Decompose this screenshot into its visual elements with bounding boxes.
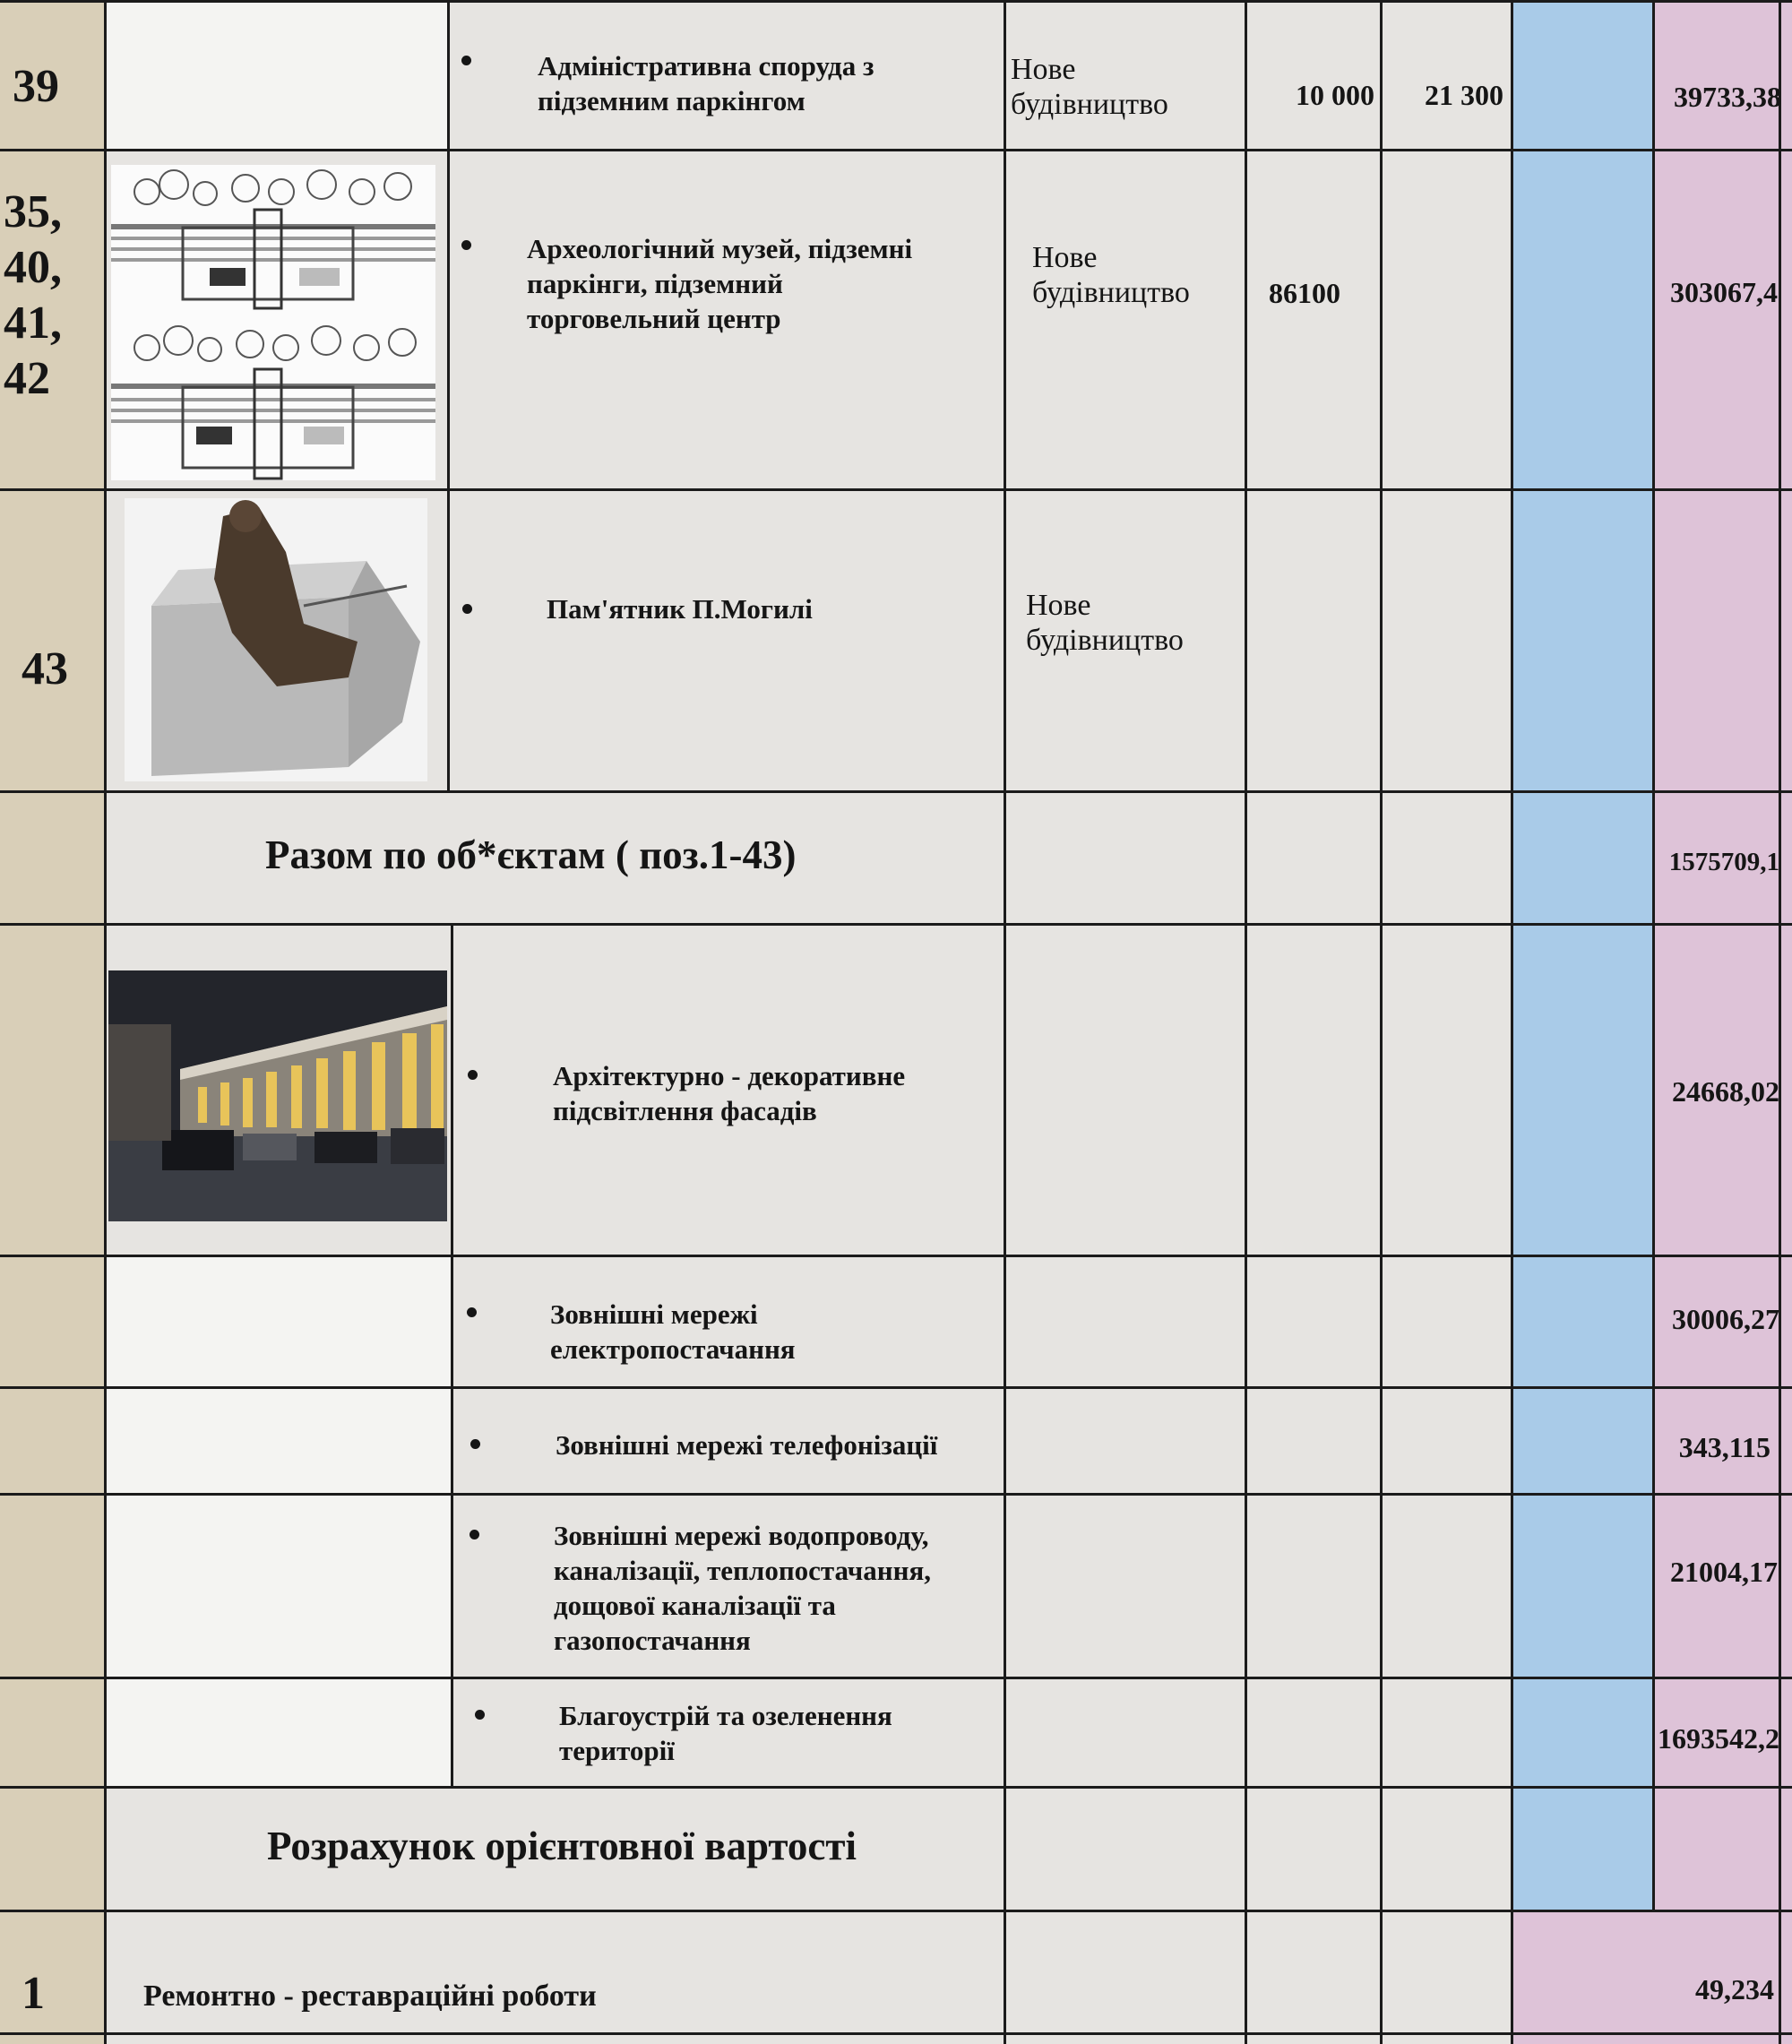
cost-value: 21004,17 xyxy=(1670,1556,1778,1588)
cost-value: 49,234 xyxy=(1695,1973,1774,2005)
blue-column-bg xyxy=(1511,0,1652,2044)
section-total-title: Разом по об*єктам ( поз.1-43) xyxy=(265,832,797,877)
row-divider xyxy=(0,149,1792,151)
row-divider xyxy=(0,790,1792,793)
value-col-1: 10 000 xyxy=(1296,79,1374,111)
row-divider xyxy=(0,923,1792,926)
object-name: Зовнішні мережі електропостачання xyxy=(550,1298,796,1365)
column-divider xyxy=(1511,0,1513,2044)
bullet-icon xyxy=(475,1710,485,1720)
section-drawing-image xyxy=(111,165,435,480)
object-name: Археологічний музей, підземні паркінги, підземний торговельний центр xyxy=(527,233,913,334)
row-number: 1 xyxy=(22,1968,45,2019)
object-name: Архітектурно - декоративне підсвітлення фасадів xyxy=(553,1060,906,1126)
cost-value: 1693542,2 xyxy=(1658,1722,1779,1755)
empty-image-cell xyxy=(107,1389,451,1493)
cost-value: 303067,4 xyxy=(1670,276,1778,308)
row-divider xyxy=(0,1786,1792,1789)
total-cost-value: 1575709,1 xyxy=(1668,848,1779,876)
value-col-2: 21 300 xyxy=(1425,79,1503,111)
row-number: 35, 40, 41, 42 xyxy=(4,186,62,404)
facade-lighting-photo xyxy=(108,970,447,1221)
object-name: Благоустрій та озеленення території xyxy=(559,1700,892,1766)
row-divider xyxy=(0,2032,1792,2035)
cost-value: 24668,02 xyxy=(1672,1075,1779,1108)
object-name: Пам'ятник П.Могилі xyxy=(547,593,813,625)
bullet-icon xyxy=(461,56,471,65)
construction-type: Нове будівництво xyxy=(1032,241,1190,309)
object-name: Ремонтно - реставраційні роботи xyxy=(143,1979,597,2013)
column-divider xyxy=(1004,0,1006,2044)
row-divider xyxy=(0,488,1792,491)
monument-photo xyxy=(125,498,427,781)
row-number: 43 xyxy=(22,643,68,694)
object-name: Зовнішні мережі водопроводу, каналізації, теплопостачання, дощової каналізації та газопостачання xyxy=(554,1520,932,1656)
cost-value: 39733,38 xyxy=(1674,81,1781,113)
bullet-icon xyxy=(470,1439,480,1449)
first-row-name-cell-bg xyxy=(105,0,448,151)
construction-type: Нове будівництво xyxy=(1026,589,1184,657)
object-name: Адміністративна споруда з підземним паркінгом xyxy=(538,50,874,116)
cost-value: 30006,27 xyxy=(1672,1303,1779,1335)
object-name: Зовнішні мережі телефонізації xyxy=(556,1429,938,1461)
cost-value: 343,115 xyxy=(1678,1431,1770,1463)
bullet-icon xyxy=(467,1307,477,1317)
bullet-icon xyxy=(470,1530,479,1539)
bullet-icon xyxy=(461,240,471,250)
column-divider xyxy=(1245,0,1247,2044)
empty-image-cell xyxy=(107,1496,451,1677)
bullet-icon xyxy=(462,604,472,614)
section-estimate-title: Розрахунок орієнтовної вартості xyxy=(267,1824,857,1868)
empty-image-cell xyxy=(107,1679,451,1786)
column-divider xyxy=(447,0,450,790)
column-divider xyxy=(451,923,453,1786)
row-divider xyxy=(0,0,1792,3)
value-col-1: 86100 xyxy=(1269,277,1340,309)
row-number: 39 xyxy=(13,61,59,112)
construction-type: Нове будівництво xyxy=(1011,53,1168,121)
row-divider xyxy=(0,1910,1792,1912)
bullet-icon xyxy=(468,1070,478,1080)
column-divider xyxy=(1652,0,1655,1910)
empty-image-cell xyxy=(107,1257,451,1386)
column-divider xyxy=(1380,0,1383,2044)
